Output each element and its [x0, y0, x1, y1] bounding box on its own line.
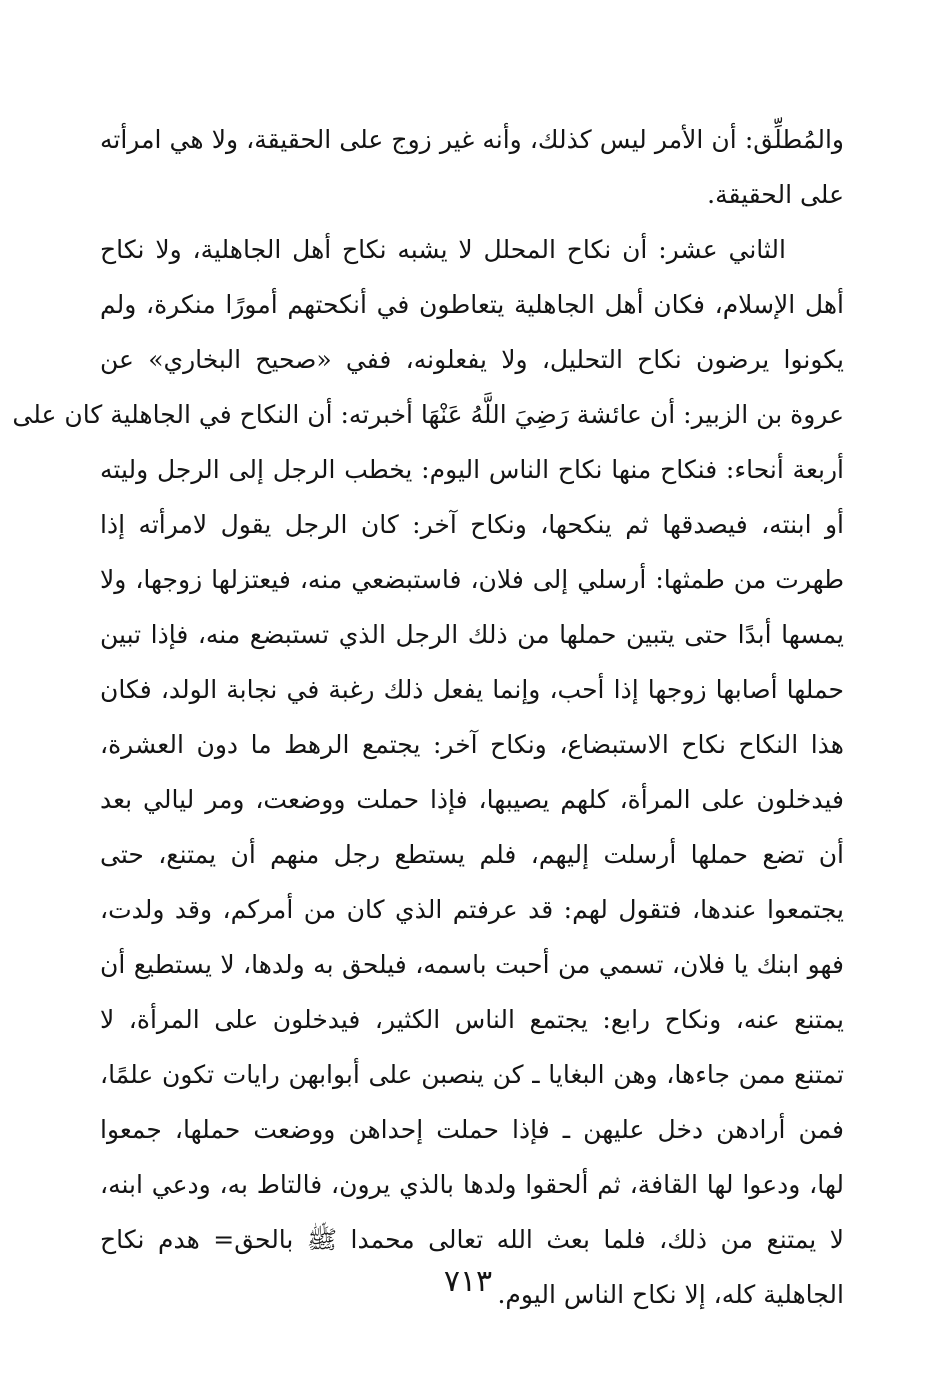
text-line: أن تضع حملها أرسلت إليهم، فلم يستطع رجل منهم أن يمتنع، حتى	[100, 840, 844, 869]
page-number: ٧١٣	[443, 1264, 493, 1299]
text-line: حملها أصابها زوجها إذا أحب، وإنما يفعل ذلك رغبة في نجابة الولد، فكان	[100, 675, 844, 704]
text-line: فيدخلون على المرأة، كلهم يصيبها، فإذا حملت ووضعت، ومر ليالي بعد	[100, 785, 844, 814]
text-line: يمسها أبدًا حتى يتبين حملها من ذلك الرجل الذي تستبضع منه، فإذا تبين	[100, 620, 844, 649]
text-line: فهو ابنك يا فلان، تسمي من أحبت باسمه، فيلحق به ولدها، لا يستطيع أن	[100, 950, 844, 979]
body-text	[12, 112, 844, 1322]
text-line: والمُطلِّق: أن الأمر ليس كذلك، وأنه غير زوج على الحقيقة، ولا هي امرأته	[100, 125, 844, 154]
text-line: على الحقيقة.	[707, 180, 844, 209]
text-line: لا يمتنع من ذلك، فلما بعث الله تعالى محمدا ﷺ بالحق= هدم نكاح	[100, 1225, 844, 1254]
text-line: عروة بن الزبير: أن عائشة رَضِيَ اللَّهُ عَنْهَا أخبرته: أن النكاح في الجاهلية كان على	[12, 400, 844, 429]
text-line: تمتنع ممن جاءها، وهن البغايا ـ كن ينصبن على أبوابهن رايات تكون علمًا،	[100, 1060, 844, 1089]
text-line: فمن أرادهن دخل عليهن ـ فإذا حملت إحداهن ووضعت حملها، جمعوا	[100, 1115, 844, 1144]
paragraph-first-line: الثاني عشر: أن نكاح المحلل لا يشبه نكاح أهل الجاهلية، ولا نكاح	[100, 235, 786, 264]
text-line: يجتمعوا عندها، فتقول لهم: قد عرفتم الذي كان من أمركم، وقد ولدت،	[100, 895, 844, 924]
text-line: يمتنع عنه، ونكاح رابع: يجتمع الناس الكثير، فيدخلون على المرأة، لا	[100, 1005, 844, 1034]
text-line: طهرت من طمثها: أرسلي إلى فلان، فاستبضعي منه، فيعتزلها زوجها، ولا	[100, 565, 844, 594]
text-line: لها، ودعوا لها القافة، ثم ألحقوا ولدها بالذي يرون، فالتاط به، ودعي ابنه،	[100, 1170, 844, 1199]
text-line: هذا النكاح نكاح الاستبضاع، ونكاح آخر: يجتمع الرهط ما دون العشرة،	[100, 730, 844, 759]
text-line: أهل الإسلام، فكان أهل الجاهلية يتعاطون في أنكحتهم أمورًا منكرة، ولم	[100, 290, 844, 319]
text-line: أربعة أنحاء: فنكاح منها نكاح الناس اليوم: يخطب الرجل إلى الرجل وليته	[100, 455, 844, 484]
text-line: الجاهلية كله، إلا نكاح الناس اليوم.	[497, 1280, 844, 1309]
text-line: أو ابنته، فيصدقها ثم ينكحها، ونكاح آخر: كان الرجل يقول لامرأته إذا	[100, 510, 844, 539]
text-line: يكونوا يرضون نكاح التحليل، ولا يفعلونه، ففي «صحيح البخاري» عن	[100, 345, 844, 374]
